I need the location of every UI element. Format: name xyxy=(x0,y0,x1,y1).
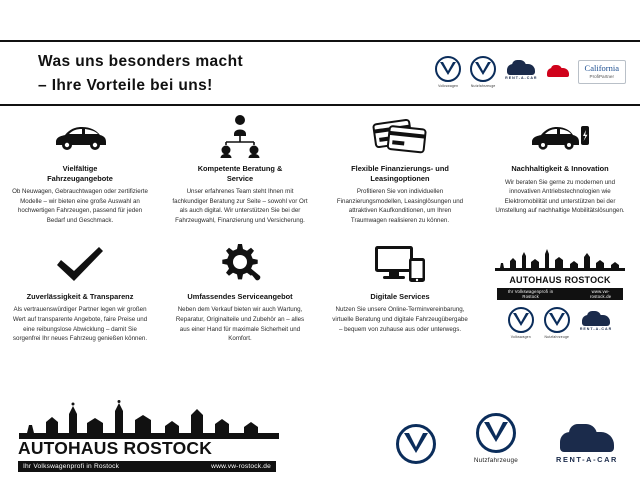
header-brand-bar xyxy=(435,56,626,88)
dealer-rent-a-car xyxy=(580,315,612,331)
brand-rent-a-car xyxy=(505,64,537,80)
feature-title-line-2: Fahrzeugangebote xyxy=(47,173,113,183)
vw-pkw-logo-icon xyxy=(396,424,436,464)
checkmark-icon xyxy=(12,240,148,288)
footer-subtitle-bar xyxy=(18,461,276,472)
feature-text: Als vertrauenswürdiger Partner legen wir großen Wert auf transparente Angebote, faire Preise und eine reibungslose Abwicklung – damit Sie sorgenfrei Ihr neues Fahrzeug genießen können. xyxy=(12,306,148,343)
feature-title-line-1: Vielfältige xyxy=(62,164,98,173)
feature-title-line-1: Umfassendes Serviceangebot xyxy=(187,291,293,301)
car-silhouette-icon xyxy=(507,64,535,75)
credit-cards-icon xyxy=(332,112,468,160)
brand-vw-pkw xyxy=(435,56,461,88)
feature-title xyxy=(492,164,628,174)
vw-pkw-logo-icon xyxy=(435,56,461,82)
features-row-1 xyxy=(0,112,640,226)
features-row-2 xyxy=(0,226,640,344)
monitor-tablet-icon xyxy=(332,240,468,288)
feature-text: Profitieren Sie von individuellen Finanzierungsmodellen, Leasinglösungen und attraktiven Kaufkonditionen, um Ihren Traumwagen realisieren zu können. xyxy=(336,188,464,225)
feature-title xyxy=(12,164,148,183)
dealer-vw-nutzfahrzeuge xyxy=(544,307,570,339)
footer-band xyxy=(0,394,640,480)
dealer-logo-row xyxy=(508,307,612,339)
california-label: California xyxy=(584,63,619,74)
footer-dealer-block xyxy=(18,400,286,472)
headline-line-2: – Ihre Vorteile bei uns! xyxy=(38,77,213,95)
feature-title xyxy=(332,292,468,302)
brand-caption: RENT-A-CAR xyxy=(556,455,618,464)
brand-caption: Volkswagen xyxy=(438,84,459,88)
dealer-brand-block xyxy=(480,226,640,344)
footer-dealer-name: AUTOHAUS ROSTOCK xyxy=(18,438,213,458)
page-title xyxy=(38,50,243,98)
rostock-skyline-icon xyxy=(495,246,625,272)
footer-tagline: Ihr Volkswagenprofi in Rostock xyxy=(23,463,120,470)
feature-title-line-2: Leasingoptionen xyxy=(370,173,430,183)
vw-nutzfahrzeuge-logo-icon xyxy=(476,413,516,453)
car-icon xyxy=(12,112,148,160)
brand-caption: Volkswagen xyxy=(510,334,531,339)
dealer-subtitle-bar xyxy=(497,288,623,300)
dealer-tagline: Ihr Volkswagenprofi in Rostock xyxy=(507,288,554,299)
footer-website[interactable]: www.vw-rostock.de xyxy=(211,463,271,470)
brand-caption: Nutzfahrzeuge xyxy=(470,84,496,88)
vw-nutzfahrzeuge-logo-icon xyxy=(544,307,570,333)
feature-title-line-1: Kompetente Beratung & xyxy=(197,164,283,173)
feature-title xyxy=(172,164,308,183)
vw-pkw-logo-icon xyxy=(508,307,534,333)
feature-title-line-1: Flexible Finanzierungs- und xyxy=(351,164,449,173)
feature-flexible-finanzierung-leasing xyxy=(320,112,480,226)
features-grid xyxy=(0,112,640,344)
headline-line-1: Was uns besonders macht xyxy=(38,53,244,70)
feature-title xyxy=(12,292,148,302)
feature-text: Ob Neuwagen, Gebrauchtwagen oder zertifizierte Modelle – wir bieten eine große Auswahl an hochwertigen Fahrzeugen, passend für jeden Bedarf und Geschmack. xyxy=(12,188,148,225)
rostock-skyline-icon xyxy=(18,400,280,440)
red-car-icon xyxy=(547,68,569,77)
brand-vw-nutzfahrzeuge xyxy=(470,56,496,88)
feature-title xyxy=(332,164,468,183)
feature-text: Neben dem Verkauf bieten wir auch Wartung, Reparatur, Originalteile und Zubehör an – alles aus einer Hand für maximale Sicherheit und Komfort. xyxy=(175,306,305,343)
feature-vielfaeltige-fahrzeugangebote xyxy=(0,112,160,226)
electric-car-charging-icon xyxy=(492,112,628,160)
car-silhouette-icon xyxy=(560,432,614,452)
profipartner-label: ProfiPartner xyxy=(589,74,615,80)
dealer-website[interactable]: www.vw-rostock.de xyxy=(589,288,612,299)
dealer-vw-pkw xyxy=(508,307,534,339)
car-silhouette-icon xyxy=(582,315,610,326)
footer-rent-a-car xyxy=(556,432,618,464)
header-band xyxy=(0,40,640,106)
brand-caption: Nutzfahrzeuge xyxy=(544,334,570,339)
footer-vw-nutzfahrzeuge xyxy=(474,413,518,464)
feature-title-line-1: Zuverlässigkeit & Transparenz xyxy=(26,291,134,301)
feature-kompetente-beratung-service xyxy=(160,112,320,226)
dealer-name: AUTOHAUS ROSTOCK xyxy=(509,274,611,285)
feature-digitale-services xyxy=(320,226,480,344)
feature-umfassendes-serviceangebot xyxy=(160,226,320,344)
brand-caption: RENT-A-CAR xyxy=(579,326,613,331)
people-network-icon xyxy=(172,112,308,160)
brand-california-profipartner xyxy=(578,60,626,83)
feature-text: Wir beraten Sie gerne zu modernen und innovativen Antriebstechnologien wie Elektromobilität und unterstützen bei der Umstellung auf nachhaltige Mobilitätslösungen. xyxy=(495,178,625,215)
brand-caption: RENT-A-CAR xyxy=(505,76,538,80)
gear-wrench-icon xyxy=(172,240,308,288)
footer-logo-row xyxy=(396,413,618,464)
feature-title xyxy=(172,292,308,302)
feature-text: Unser erfahrenes Team steht Ihnen mit fachkundiger Beratung zur Seite – sowohl vor Ort als auch digital. Wir unterstützen Sie bei der Fahrzeugwahl, Finanzierung und Versicherung. xyxy=(172,188,308,225)
feature-title-line-1: Nachhaltigkeit & Innovation xyxy=(511,164,609,173)
brand-caption: Nutzfahrzeuge xyxy=(473,457,519,464)
feature-title-line-2: Service xyxy=(226,173,254,183)
feature-zuverlaessigkeit-transparenz xyxy=(0,226,160,344)
footer-vw-pkw xyxy=(396,424,436,464)
feature-text: Nutzen Sie unsere Online-Terminvereinbarung, virtuelle Beratung und digitale Fahrzeugübergabe – bequem von zuhause aus oder unterwegs. xyxy=(332,306,468,333)
vw-nutzfahrzeuge-logo-icon xyxy=(470,56,496,82)
feature-nachhaltigkeit-innovation xyxy=(480,112,640,226)
feature-title-line-1: Digitale Services xyxy=(370,291,430,301)
